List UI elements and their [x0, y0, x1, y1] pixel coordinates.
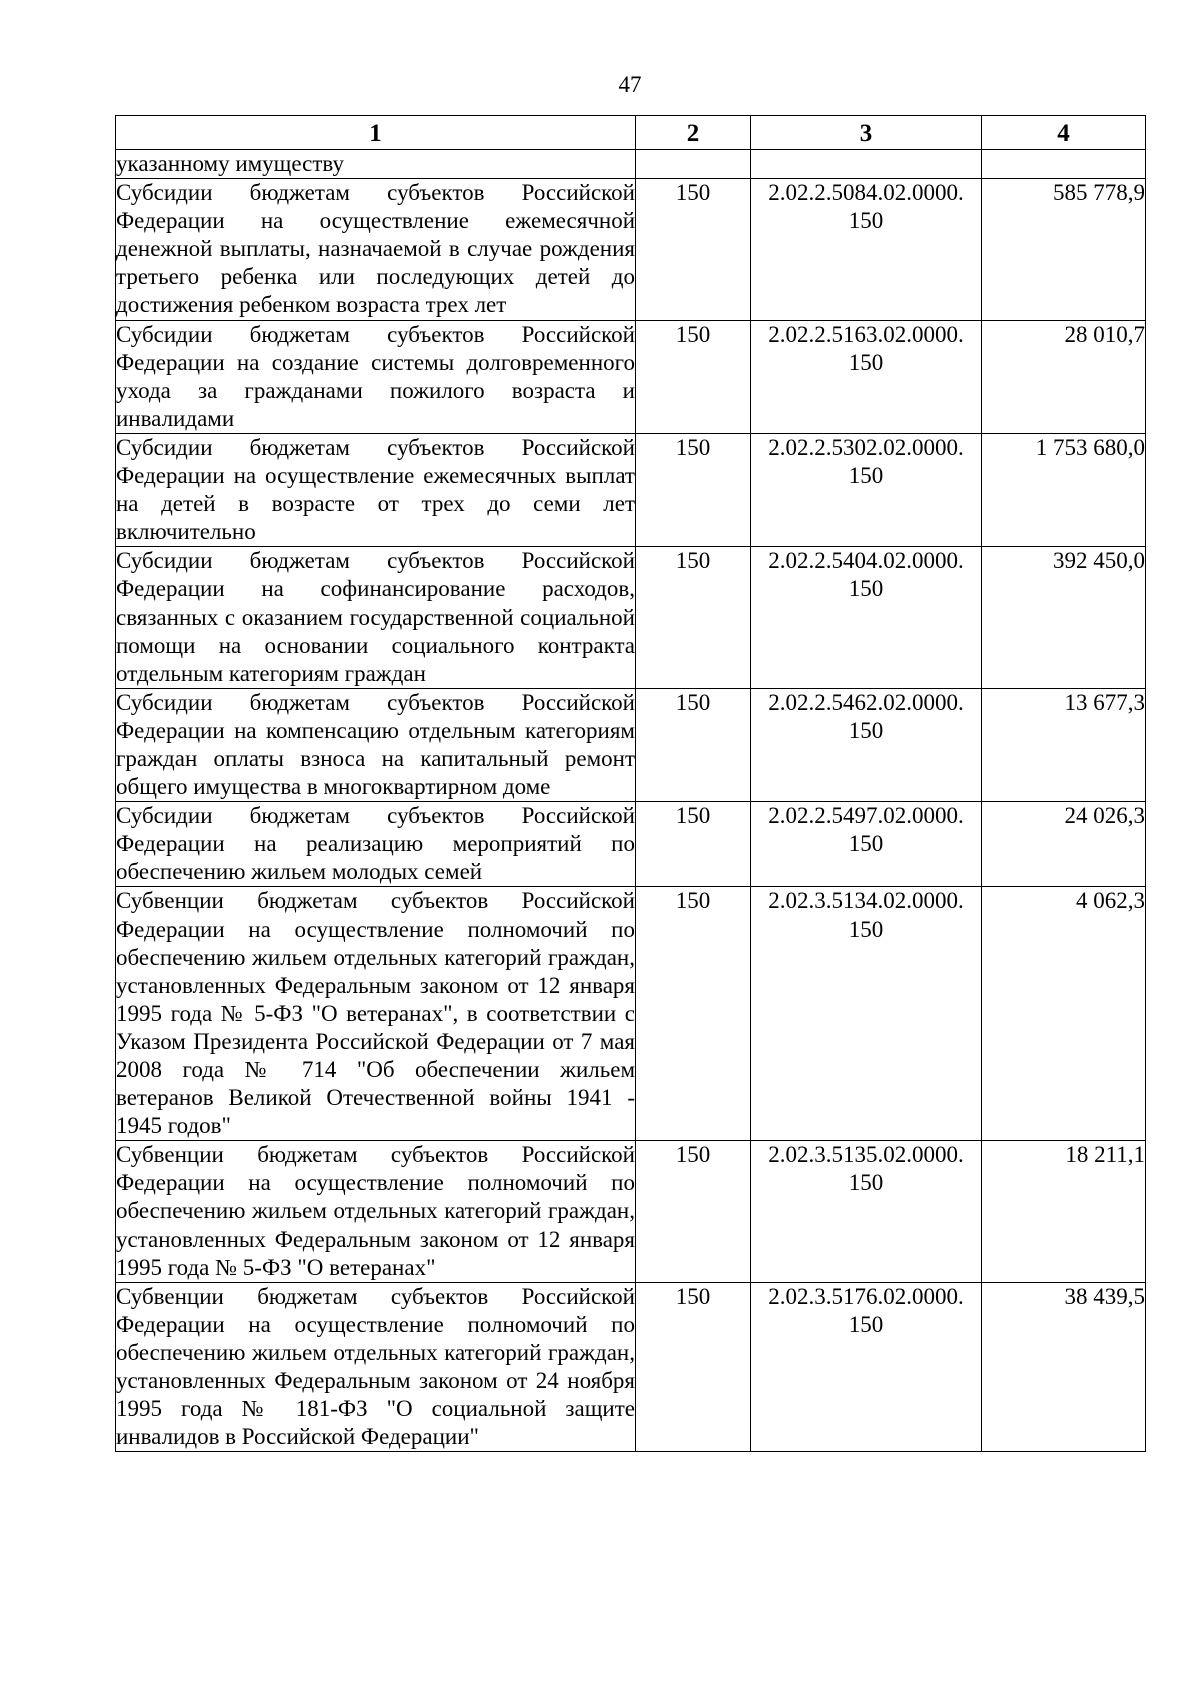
row-kind: 150: [636, 1282, 751, 1452]
row-amount: 18 211,1: [982, 1141, 1146, 1282]
row-code: 2.02.3.5135.02.0000. 150: [751, 1141, 982, 1282]
row-amount: 1 753 680,0: [982, 433, 1146, 546]
row-name: Субсидии бюджетам субъектов Российской Федерации на осуществление ежемесячных выплат на детей в возрасте от трех до семи лет включительно: [116, 433, 636, 546]
column-header-4: 4: [982, 116, 1146, 150]
row-amount: [982, 150, 1146, 179]
row-code: 2.02.2.5163.02.0000. 150: [751, 320, 982, 433]
column-header-1: 1: [116, 116, 636, 150]
row-kind: 150: [636, 320, 751, 433]
header-row: [116, 116, 1146, 150]
page-number: 47: [618, 72, 642, 97]
row-kind: 150: [636, 887, 751, 1141]
row-kind: 150: [636, 547, 751, 688]
table-row: [116, 150, 1146, 179]
row-amount: 13 677,3: [982, 688, 1146, 801]
row-name: Субвенции бюджетам субъектов Российской Федерации на осуществление полномочий по обеспечению жильем отдельных категорий граждан, установленных Федеральным законом от 12 января 1995 года № 5-ФЗ "О ветеранах": [116, 1141, 636, 1282]
table-row: [116, 802, 1146, 887]
row-code: 2.02.3.5176.02.0000. 150: [751, 1282, 982, 1452]
row-name: Субсидии бюджетам субъектов Российской Федерации на софинансирование расходов, связанных с оказанием государственной социальной помощи на основании социального контракта отдельным категориям граждан: [116, 547, 636, 688]
row-amount: 38 439,5: [982, 1282, 1146, 1452]
row-code: 2.02.2.5497.02.0000. 150: [751, 802, 982, 887]
column-header-3: 3: [751, 116, 982, 150]
row-amount: 392 450,0: [982, 547, 1146, 688]
table-row: [116, 688, 1146, 801]
row-amount: 28 010,7: [982, 320, 1146, 433]
row-kind: 150: [636, 433, 751, 546]
row-kind: 150: [636, 688, 751, 801]
table-row: [116, 179, 1146, 320]
row-kind: 150: [636, 179, 751, 320]
row-name: Субсидии бюджетам субъектов Российской Федерации на компенсацию отдельным категориям граждан оплаты взноса на капитальный ремонт общего имущества в многоквартирном доме: [116, 688, 636, 801]
row-amount: 585 778,9: [982, 179, 1146, 320]
row-name: Субсидии бюджетам субъектов Российской Федерации на осуществление ежемесячной денежной выплаты, назначаемой в случае рождения третьего ребенка или последующих детей до достижения ребенком возраста трех лет: [116, 179, 636, 320]
row-code: [751, 150, 982, 179]
row-kind: [636, 150, 751, 179]
column-header-2: 2: [636, 116, 751, 150]
table-row: [116, 1282, 1146, 1452]
row-name: указанному имуществу: [116, 150, 636, 179]
table-row: [116, 887, 1146, 1141]
row-name: Субвенции бюджетам субъектов Российской Федерации на осуществление полномочий по обеспечению жильем отдельных категорий граждан, установленных Федеральным законом от 12 января 1995 года № 5-ФЗ "О ветеранах", в соответствии с Указом Президента Российской Федерации от 7 мая 2008 года № 714 "Об обеспечении жильем ветеранов Великой Отечественной войны 1941 - 1945 годов": [116, 887, 636, 1141]
row-name: Субсидии бюджетам субъектов Российской Федерации на реализацию мероприятий по обеспечению жильем молодых семей: [116, 802, 636, 887]
row-amount: 4 062,3: [982, 887, 1146, 1141]
table-row: [116, 1141, 1146, 1282]
row-amount: 24 026,3: [982, 802, 1146, 887]
table-row: [116, 433, 1146, 546]
budget-revenue-table: [115, 115, 1146, 1452]
table-row: [116, 547, 1146, 688]
row-code: 2.02.2.5084.02.0000. 150: [751, 179, 982, 320]
row-code: 2.02.2.5404.02.0000. 150: [751, 547, 982, 688]
row-kind: 150: [636, 802, 751, 887]
row-code: 2.02.2.5462.02.0000. 150: [751, 688, 982, 801]
row-name: Субвенции бюджетам субъектов Российской Федерации на осуществление полномочий по обеспечению жильем отдельных категорий граждан, установленных Федеральным законом от 24 ноября 1995 года № 181-ФЗ "О социальной защите инвалидов в Российской Федерации": [116, 1282, 636, 1452]
row-name: Субсидии бюджетам субъектов Российской Федерации на создание системы долговременного ухода за гражданами пожилого возраста и инвалидами: [116, 320, 636, 433]
row-code: 2.02.2.5302.02.0000. 150: [751, 433, 982, 546]
row-code: 2.02.3.5134.02.0000. 150: [751, 887, 982, 1141]
row-kind: 150: [636, 1141, 751, 1282]
table-row: [116, 320, 1146, 433]
